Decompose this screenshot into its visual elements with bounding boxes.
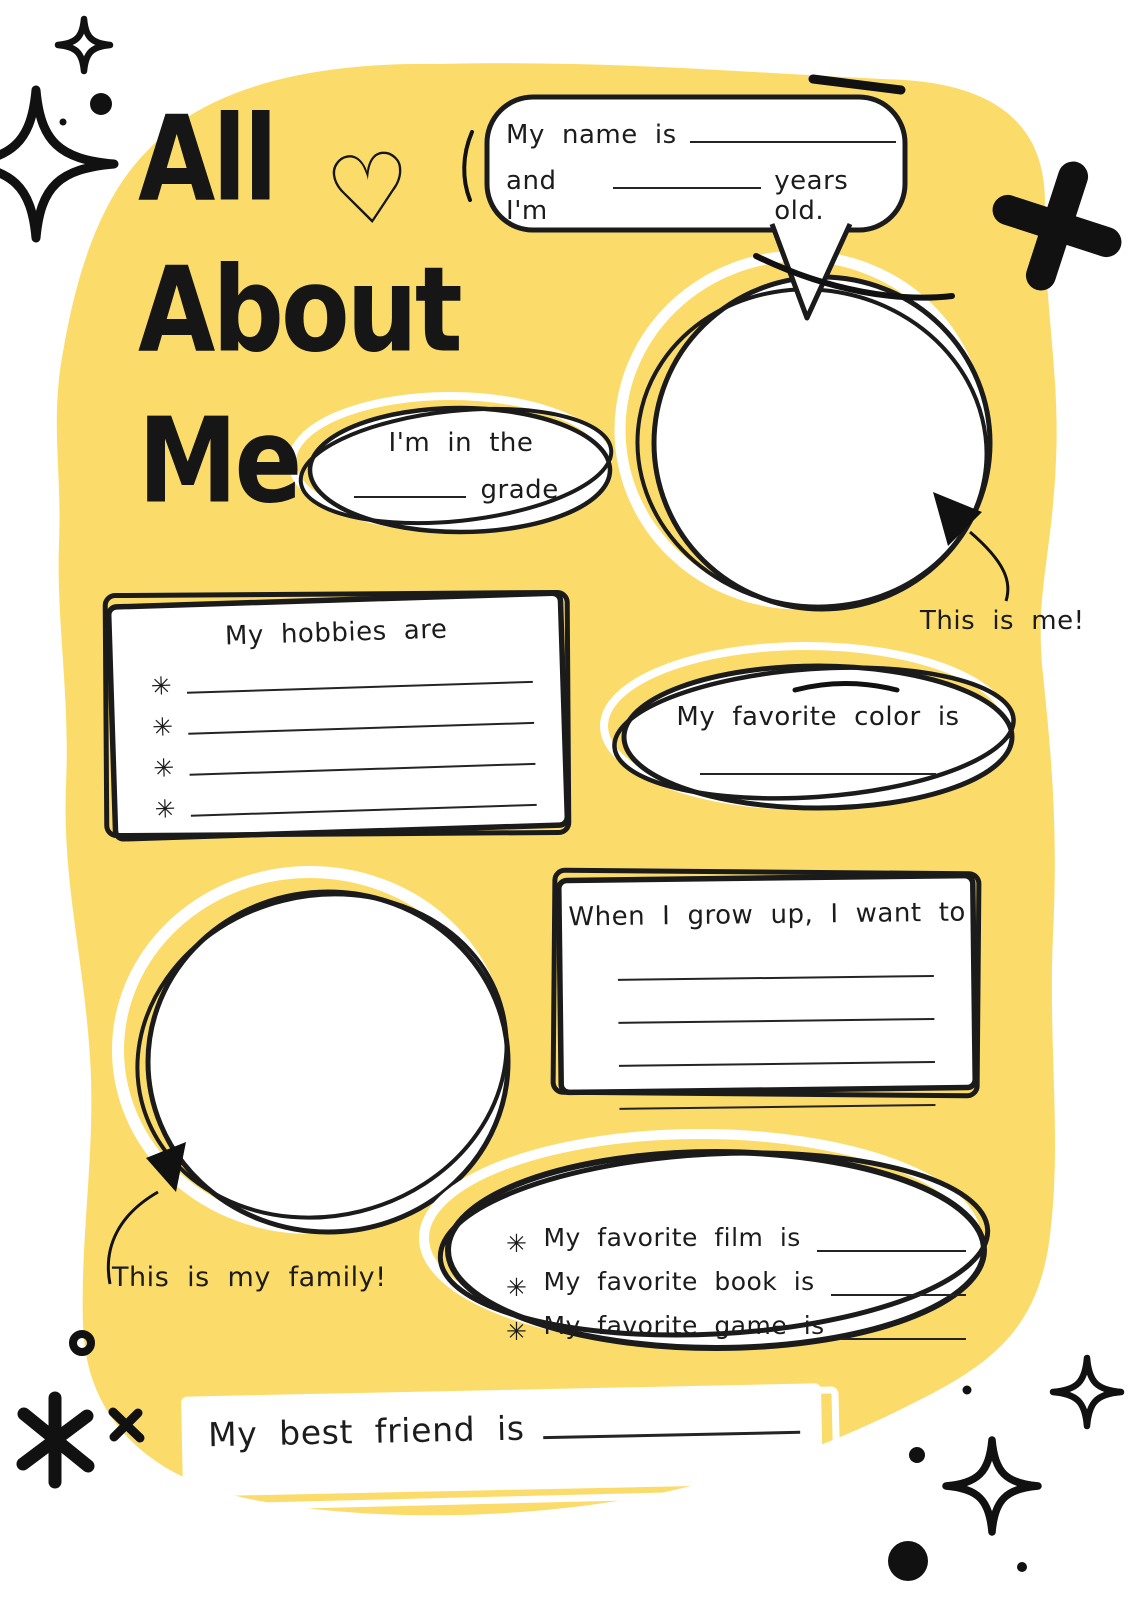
dot-decoration xyxy=(1017,1562,1027,1572)
sparkle-icon xyxy=(946,1440,1038,1532)
age-blank[interactable] xyxy=(613,162,761,189)
growup-blank-4[interactable] xyxy=(619,1063,936,1110)
donut-icon xyxy=(73,1334,91,1352)
name-blank[interactable] xyxy=(690,116,896,143)
hobbies-title: My hobbies are xyxy=(224,614,448,652)
name-age-bubble xyxy=(506,116,896,226)
grade-oval xyxy=(316,428,606,505)
favorite-film-label: My favorite film is xyxy=(543,1223,801,1252)
hobby-blank-4[interactable] xyxy=(190,789,536,817)
age-suffix: years old. xyxy=(774,165,849,226)
dot-decoration xyxy=(888,1541,928,1581)
me-caption: This is me! xyxy=(920,606,1085,636)
growup-title: When I grow up, I want to xyxy=(568,897,967,933)
favorite-film-blank[interactable] xyxy=(817,1226,966,1252)
asterisk-bullet-icon: ✳ xyxy=(506,1317,528,1346)
sparkle-icon xyxy=(1053,1358,1121,1426)
growup-box xyxy=(565,882,971,1093)
name-label: My name is xyxy=(506,119,677,150)
asterisk-bullet-icon: ✳ xyxy=(506,1273,528,1302)
growup-blank-3[interactable] xyxy=(618,1020,935,1067)
family-caption: This is my family! xyxy=(112,1262,387,1293)
dot-decoration xyxy=(60,119,67,126)
title-word: About xyxy=(138,240,460,379)
best-friend-label: My best friend is xyxy=(207,1408,526,1455)
dot-decoration xyxy=(909,1447,925,1463)
favorite-game-label: My favorite game is xyxy=(543,1311,825,1340)
favorite-book-label: My favorite book is xyxy=(543,1267,815,1296)
asterisk-bullet-icon: ✳ xyxy=(154,794,177,824)
favorite-book-blank[interactable] xyxy=(831,1270,966,1296)
title-word: All xyxy=(138,89,275,228)
title-word: Me xyxy=(138,391,300,531)
asterisk-bullet-icon: ✳ xyxy=(152,753,175,783)
age-prefix: and I'm xyxy=(506,165,557,226)
asterisk-icon xyxy=(23,1398,88,1482)
grade-label: I'm in the xyxy=(388,428,534,458)
favorite-game-blank[interactable] xyxy=(841,1314,966,1340)
growup-blank-2[interactable] xyxy=(618,977,935,1024)
asterisk-bullet-icon: ✳ xyxy=(150,671,173,701)
dot-decoration xyxy=(963,1386,972,1395)
favorite-color-blank[interactable] xyxy=(700,748,936,775)
sparkle-icon xyxy=(58,19,110,71)
grade-blank[interactable] xyxy=(354,471,466,498)
growup-blank-1[interactable] xyxy=(617,928,934,981)
dot-decoration xyxy=(90,93,112,115)
favorite-color-oval xyxy=(626,702,1010,782)
favorite-color-label: My favorite color is xyxy=(676,702,960,732)
favorites-oval xyxy=(506,1212,966,1346)
hobbies-box xyxy=(114,595,563,849)
grade-suffix: grade. xyxy=(480,474,568,505)
asterisk-bullet-icon: ✳ xyxy=(506,1229,528,1258)
heart-icon: ♡ xyxy=(320,129,418,251)
asterisk-bullet-icon: ✳ xyxy=(151,712,174,742)
best-friend-blank[interactable] xyxy=(542,1400,800,1440)
